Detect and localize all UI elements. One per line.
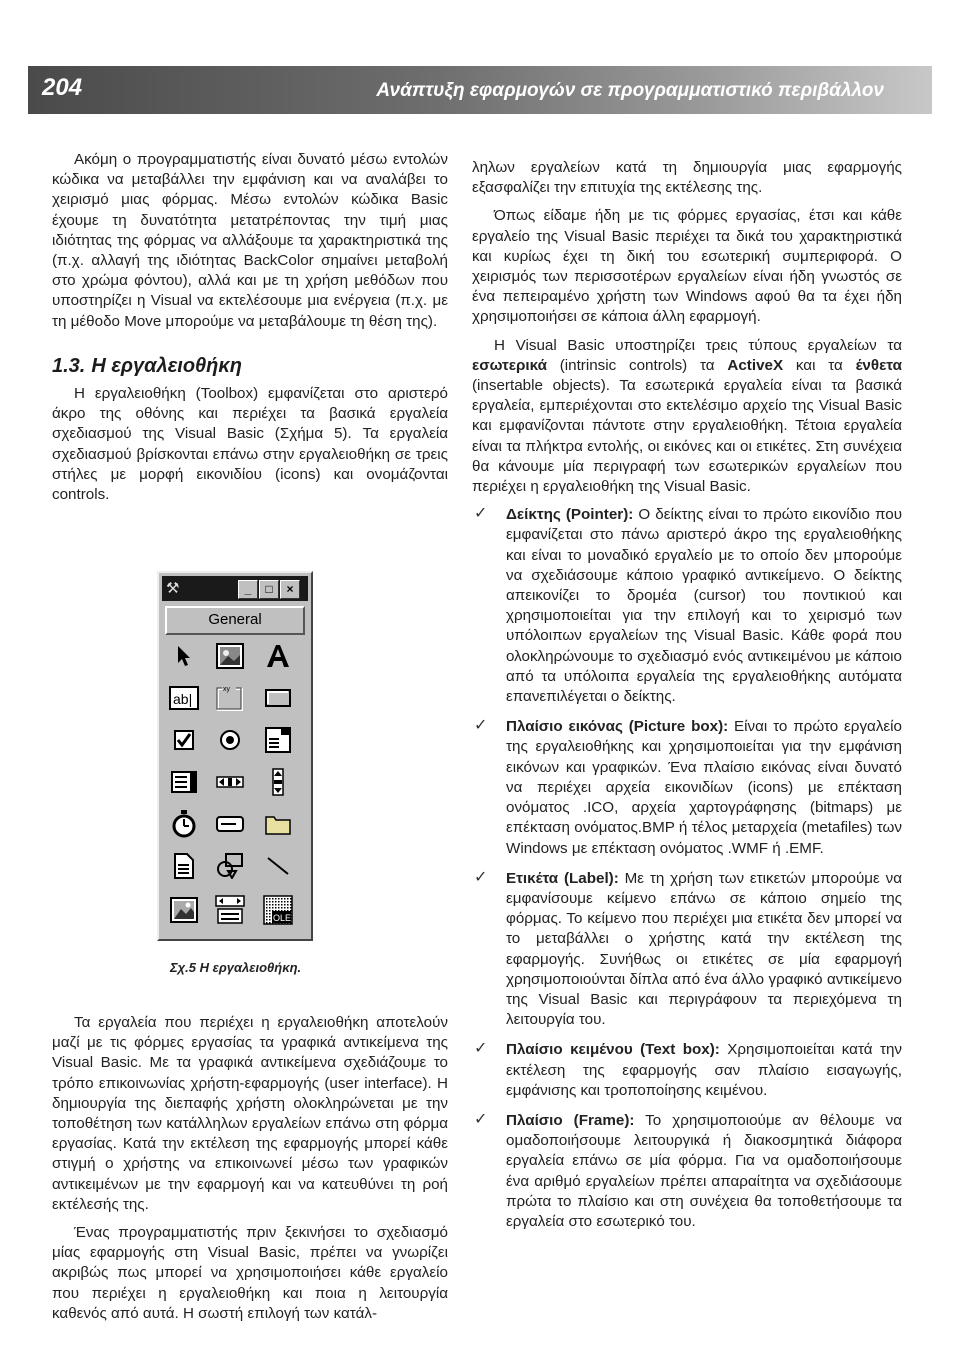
data-tool-icon[interactable]: [213, 893, 247, 927]
term-activex: ActiveX: [727, 356, 784, 374]
term-intrinsic: εσωτερικά: [472, 356, 547, 374]
paragraph: Η εργαλειοθήκη (Toolbox) εμφανίζεται στο αριστερό άκρο της οθόνης και περιέχει τα βασικά εργαλεία σχεδιασμού της Visual Basic (Σχήμα 5). Τα εργαλεία σχεδιασμού βρίσκονται επάνω στην εργαλειοθήκη σε τρεις στήλες με μορφή εικονιδίου (icons) και ονομάζονται controls.: [52, 385, 448, 504]
list-item: [472, 1040, 902, 1101]
bullet-text: Είναι το πρώτο εργαλείο της εργαλειοθήκης και χρησιμοποιείται για την εμφάνιση εικόνων και γραφικών. Ένα πλαίσιο εικόνας είναι δυνατό να περιέχει αρχεία εικονιδίων (icons) με επέκταση ονόματος .ICO, αρχεία χαρτογράφησης (bitmaps) με επέκταση ονόματος.BMP ή τέλος μεταρχεία (metafiles) των Windows με επέκταση ονόματος .WMF ή .EMF.: [506, 718, 902, 857]
check-icon: ✓: [474, 1040, 488, 1058]
term-insertable: ένθετα: [855, 356, 902, 374]
label-tool-icon[interactable]: [261, 639, 295, 673]
image-tool-icon[interactable]: [167, 893, 201, 927]
paragraph: ληλων εργαλείων κατά τη δημιουργία μιας εφαρμογής εξασφαλίζει την επιτυχία της εκτέλεσης της.: [472, 159, 902, 197]
hscrollbar-tool-icon[interactable]: [213, 765, 247, 799]
listbox-tool-icon[interactable]: [167, 765, 201, 799]
list-item: [472, 869, 902, 1031]
left-column-lower: [52, 1013, 448, 1332]
optionbutton-tool-icon[interactable]: [213, 723, 247, 757]
check-icon: ✓: [474, 1110, 488, 1128]
check-icon: ✓: [474, 868, 488, 886]
paragraph: [472, 336, 902, 498]
text-run: Η Visual Basic υποστηρίζει τρεις τύπους εργαλείων τα: [494, 336, 902, 354]
pointer-tool-icon[interactable]: [167, 639, 201, 673]
list-item: [472, 1111, 902, 1232]
right-column: [472, 158, 902, 1242]
line-tool-icon[interactable]: [261, 849, 295, 883]
paragraph: Ακόμη ο προγραμματιστής είναι δυνατό μέσω εντολών κώδικα να μεταβάλλει την εμφάνιση και να αναλάβει το χειρισμό μιας φόρμας. Μέσω εντολών κώδικα Basic έχουμε τη δυνατότητα μετατρέποντας την τιμή μιας ιδιότητας της φόρμας να αλλάξουμε τα χαρακτηριστικά της (π.χ. αλλαγή της ιδιότητας BackColor σημαίνει μεταβολή στο χρώμα φόντου), αλλά και με τη χρήση μεθόδων που υποστηρίζει η Visual να εκτελέσουμε μια ενέργεια (π.χ. με τη μέθοδο Move μπορούμε να μεταβάλουμε τη θέση της).: [52, 151, 448, 330]
text-run: (intrinsic controls) τα: [546, 356, 728, 374]
bullet-text: Με τη χρήση των ετικετών μπορούμε να εμφανίσουμε κείμενο επάνω σε κάποιο σημείο της φόρμας. Το κείμενο που περιέχει μια ετικέτα δεν μπορεί να το μεταβάλλει ο χρήστης κατά την εκτέλεση της εφαρμογής. Συνήθως οι ετικέτες σε μία εφαρμογή χρησιμοποιούνται δίπλα από ένα άλλο γραφικό αντικείμενο της Visual Basic και περιγράφουν τα περιεχόμενα τη λειτουργία του.: [506, 869, 902, 1029]
timer-tool-icon[interactable]: [167, 807, 201, 841]
bullet-text: Χρησιμοποιείται κατά την εκτέλεση της εφαρμογής σαν πλαίσιο εισαγωγής, εμφάνισης και τροποποίησης κειμένου.: [506, 1041, 902, 1099]
frame-tool-icon[interactable]: [213, 681, 247, 715]
toolbox-titlebar: [162, 576, 308, 601]
shape-tool-icon[interactable]: [213, 849, 247, 883]
svg-text:ab|: ab|: [173, 691, 193, 707]
bullet-text: Το χρησιμοποιούμε αν θέλουμε να ομαδοποιήσουμε λειτουργικά ή διακοσμητικά διάφορα εργαλεία επάνω σε μία φόρμα. Για να ομαδοποιήσουμε ένα αριθμό εργαλείων πρέπει απαραίτητα να σχεδιάσουμε πρώτα το πλαίσιο και στη συνέχεια θα τοποθετήσουμε τα εργαλεία στο εσωτερικό του.: [506, 1111, 902, 1230]
maximize-icon[interactable]: □: [259, 580, 279, 599]
list-item: [472, 717, 902, 858]
bullet-text: Ο δείκτης είναι το πρώτο εικονίδιο που εμφανίζεται στο πάνω αριστερό άκρο της εργαλειοθήκης και είναι το μοναδικό εργαλείο με το οποίο δεν μπορούμε να σχεδιάσουμε κάποιο γραφικό αντικείμενο. Ο δείκτης απεικονίζει το δρομέα (cursor) του ποντικιού και χρησιμοποιείται για την επιλογή και το χειρισμό των υπόλοιπων εργαλείων της Visual Basic. Κάθε φορά που ολοκληρώνουμε το σχεδιασμό ενός αντικειμένου με κάποιο από τα υπόλοιπα εργαλεία της εργαλειοθήκης αυτόματα επανεπιλέγεται ο δείκτης.: [506, 506, 902, 706]
bullet-term: Πλαίσιο εικόνας (Picture box):: [506, 718, 729, 736]
check-icon: ✓: [474, 717, 488, 735]
filelistbox-tool-icon[interactable]: [167, 849, 201, 883]
picturebox-tool-icon[interactable]: [213, 639, 247, 673]
svg-text:OLE: OLE: [273, 913, 292, 923]
left-column: [52, 150, 448, 513]
text-run: και τα: [783, 356, 856, 374]
page-header: [28, 66, 932, 114]
combobox-tool-icon[interactable]: [261, 723, 295, 757]
figure-caption: Σχ.5 Η εργαλειοθήκη.: [170, 960, 302, 975]
section-title: Η εργαλειοθήκη: [91, 354, 242, 377]
checkbox-tool-icon[interactable]: [167, 723, 201, 757]
drivelistbox-tool-icon[interactable]: [213, 807, 247, 841]
paragraph: Όπως είδαμε ήδη με τις φόρμες εργασίας, έτσι και κάθε εργαλείο της Visual Basic περιέχει τα δικά του χαρακτηριστικά και κυρίως έχει τη δική του εσωτερική συμπεριφορά. Ο χειρισμός των περισσοτέρων εργαλείων είναι ήδη γνωστός σε ένα πεπειραμένο χρήστη των Windows αφού θα τα έχει ήδη χρησιμοποιήσει σε κάποια άλλη εφαρμογή.: [472, 207, 902, 326]
text-run: (insertable objects). Τα εσωτερικά εργαλεία είναι τα βασικά εργαλεία, εμπεριέχονται στο εκτελέσιμο αρχείο της Visual Basic και εμφανίζονται πάντοτε στην εργαλειοθήκη. Τέτοια εργαλεία είναι τα πλήκτρα εντολής, οι εικόνες και οι ετικέτες. Στη συνέχεια θα κάνουμε μία περιγραφή των εσωτερικών εργαλείων που περιέχει η εργαλειοθήκη της Visual Basic.: [472, 377, 902, 496]
section-number: 1.3.: [52, 354, 86, 377]
svg-text:xy: xy: [223, 686, 230, 693]
minimize-icon[interactable]: _: [238, 580, 258, 599]
toolbox-icon: ⚒: [166, 580, 180, 597]
bullet-term: Πλαίσιο (Frame):: [506, 1111, 635, 1129]
running-title: Ανάπτυξη εφαρμογών σε προγραμματιστικό περιβάλλον: [376, 80, 884, 101]
check-icon: ✓: [474, 505, 488, 523]
vscrollbar-tool-icon[interactable]: [261, 765, 295, 799]
bullet-term: Δείκτης (Pointer):: [506, 506, 634, 524]
dirlistbox-tool-icon[interactable]: [261, 807, 295, 841]
ole-tool-icon[interactable]: [261, 893, 295, 927]
section-heading: [52, 356, 448, 376]
list-item: [472, 505, 902, 707]
close-icon[interactable]: ×: [280, 580, 300, 599]
bullet-term: Πλαίσιο κειμένου (Text box):: [506, 1041, 720, 1059]
toolbox-tab-general[interactable]: General: [165, 606, 305, 635]
commandbutton-tool-icon[interactable]: [261, 681, 295, 715]
paragraph: Ένας προγραμματιστής πριν ξεκινήσει το σχεδιασμό μίας εφαρμογής στη Visual Basic, πρέπει να γνωρίζει ακριβώς πως μπορεί να χρησιμοποιήσει κάθε εργαλείο που περιέχει η εργαλειοθήκη και ποια η λειτουργία καθενός από αυτά. Η σωστή επιλογή των κατάλ-: [52, 1224, 448, 1322]
paragraph: Τα εργαλεία που περιέχει η εργαλειοθήκη αποτελούν μαζί με τις φόρμες εργασίας τα γραφικά αντικείμενα της Visual Basic. Με τα γραφικά αντικείμενα σχεδιάζουμε το τρόπο επικοινωνίας χρήστη-εφαρμογής (user interface). Η δημιουργία της διεπαφής χρήστη ολοκληρώνεται με την τοποθέτηση των κατάλληλων εργαλείων επάνω στη φόρμα εργασίας. Κατά την εκτέλεση της εφαρμογής μπορεί κάθε στιγμή ο χρήστης να επικοινωνεί μέσω των γραφικών αντικειμένων με την εφαρμογή και να κατευθύνει τη ροή εκτέλεσής της.: [52, 1014, 448, 1213]
toolbox-window: [157, 571, 313, 941]
textbox-tool-icon[interactable]: [167, 681, 201, 715]
bullet-term: Ετικέτα (Label):: [506, 869, 619, 887]
page-number: 204: [42, 74, 83, 101]
